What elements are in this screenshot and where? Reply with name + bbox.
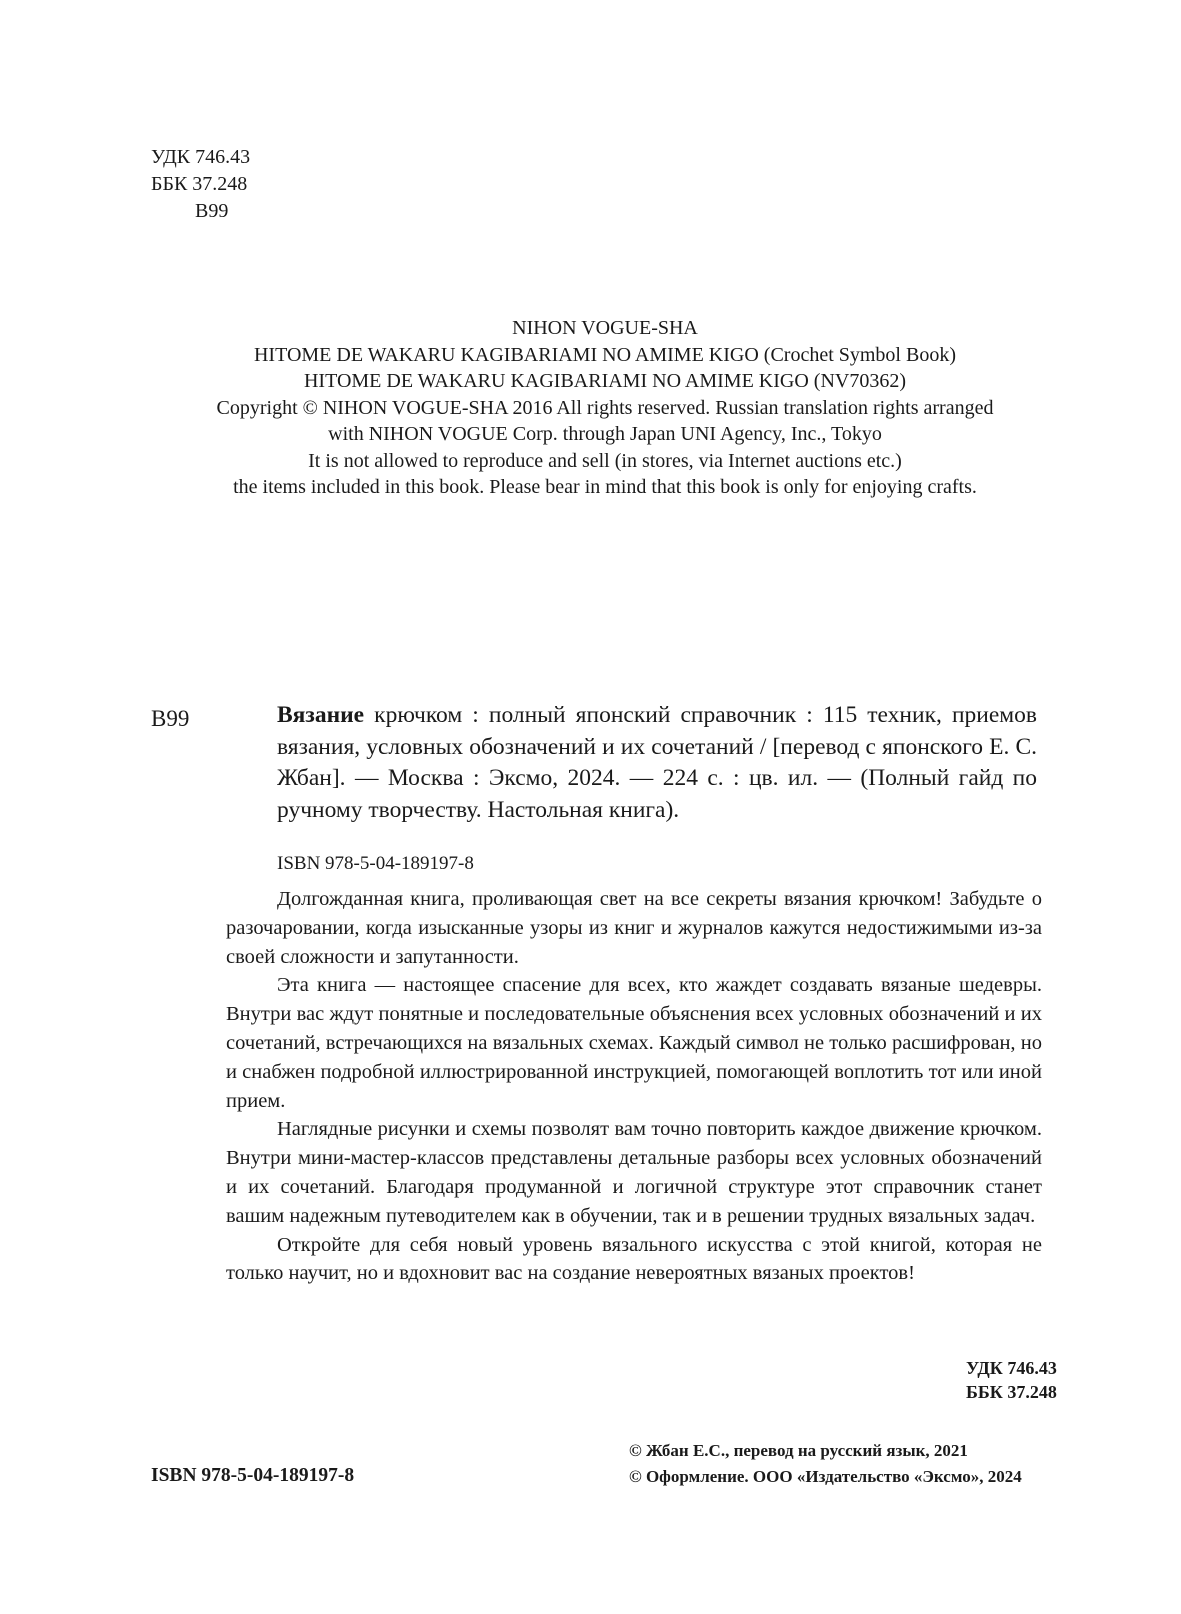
rights-line: Copyright © NIHON VOGUE-SHA 2016 All rights reserved. Russian translation rights arranged: [216, 396, 994, 419]
annotation-paragraph: Наглядные рисунки и схемы позволят вам точно повторить каждое движение крючком. Внутри мини-мастер-классов представлены детальные разборы всех условных обозначений и их сочетаний. Благодаря продуманной и логичной структуре этот справочник станет вашим надежным путеводителем как в обучении, так и в решении трудных вязальных задач.: [226, 1118, 1042, 1227]
udk-code-bottom: УДК 746.43: [966, 1358, 1057, 1378]
classification-codes-bottom: [966, 1356, 1057, 1404]
udk-code: УДК 746.43: [151, 146, 251, 168]
copyright-notices: [629, 1438, 1022, 1490]
rights-line: It is not allowed to reproduce and sell (in stores, via Internet auctions etc.): [308, 449, 902, 472]
copyright-line: © Жбан Е.С., перевод на русский язык, 2021: [629, 1441, 968, 1460]
annotation-paragraph: Долгожданная книга, проливающая свет на все секреты вязания крючком! Забудьте о разочаровании, когда изысканные узоры из книг и журналов кажутся недостижимыми из-за своей сложности и запутанности.: [226, 888, 1042, 968]
isbn-bottom: ISBN 978-5-04-189197-8: [151, 1465, 355, 1486]
rights-notice: [100, 315, 1110, 501]
bbk-code: ББК 37.248: [151, 173, 248, 195]
classification-codes-top: [151, 144, 451, 225]
rights-line: HITOME DE WAKARU KAGIBARIAMI NO AMIME KIGO (Crochet Symbol Book): [253, 343, 956, 366]
bibliographic-code: В99: [151, 706, 190, 731]
copyright-line: © Оформление. ООО «Издательство «Эксмо», 2024: [629, 1467, 1022, 1486]
description-text: крючком : полный японский справочник : 115 техник, приемов вязания, условных обозначений и их сочетаний / [перевод с японского Е. С. Жбан]. — Москва : Эксмо, 2024. — 224 с. : цв. ил. — (Полный гайд по ручному творчеству. Настольная книга).: [277, 702, 1037, 823]
bbk-code-bottom: ББК 37.248: [966, 1382, 1057, 1402]
annotation-paragraph: Эта книга — настоящее спасение для всех, кто жаждет создавать вязаные шедевры. Внутри вас ждут понятные и последовательные объяснения всех условных обозначений и их сочетаний, встречающихся на вязальных схемах. Каждый символ не только расшифрован, но и снабжен подробной иллюстрированной инструкцией, помогающей воплотить тот или иной прием.: [226, 974, 1042, 1112]
annotation: [226, 885, 1042, 1288]
rights-line: HITOME DE WAKARU KAGIBARIAMI NO AMIME KIGO (NV70362): [303, 370, 906, 392]
rights-line: NIHON VOGUE-SHA: [512, 317, 698, 339]
isbn-inline: ISBN 978-5-04-189197-8: [277, 853, 474, 874]
bibliographic-description: [277, 700, 1037, 826]
title-keyword: Вязание: [277, 702, 365, 728]
author-mark: В99: [195, 200, 229, 222]
rights-line: the items included in this book. Please bear in mind that this book is only for enjoying crafts.: [233, 476, 977, 498]
annotation-paragraph: Откройте для себя новый уровень вязального искусства с этой книгой, которая не только научит, но и вдохновит вас на создание невероятных вязаных проектов!: [226, 1233, 1042, 1285]
rights-line: with NIHON VOGUE Corp. through Japan UNI Agency, Inc., Tokyo: [328, 423, 882, 445]
